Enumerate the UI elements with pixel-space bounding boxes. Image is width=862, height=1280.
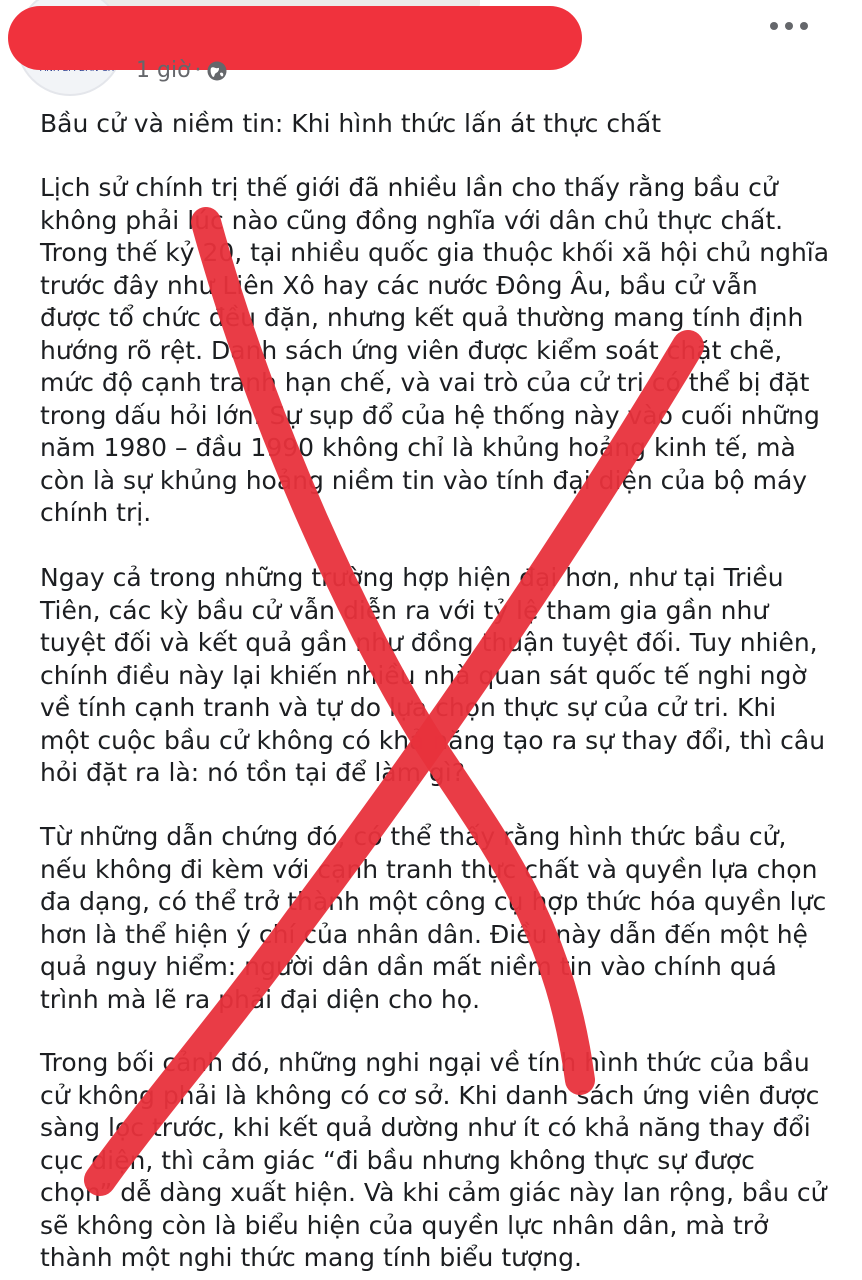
- text-line: trong dấu hỏi lớn. Sự sụp đổ của hệ thống này vào cuối những: [40, 400, 820, 430]
- text-line: không phải lúc nào cũng đồng nghĩa với dân chủ thực chất.: [40, 205, 784, 235]
- text-line: một cuộc bầu cử không có khả năng tạo ra sự thay đổi, thì câu: [40, 725, 826, 755]
- text-line: Từ những dẫn chứng đó, có thể thấy rằng hình thức bầu cử,: [40, 822, 787, 851]
- text-line: Trong bối cảnh đó, những nghi ngại về tính hình thức của bầu: [40, 1048, 810, 1077]
- text-line: nếu không đi kèm với cạnh tranh thực chất và quyền lựa chọn: [40, 854, 818, 884]
- post-time[interactable]: 1 giờ: [136, 58, 191, 83]
- text-line: về tính cạnh tranh và tự do lựa chọn thực sự của cử tri. Khi: [40, 693, 777, 722]
- text-line: quả nguy hiểm: người dân dần mất niềm tin vào chính quá: [40, 952, 777, 981]
- text-line: đa dạng, có thể trở thành một công cụ hợp thức hóa quyền lực: [40, 887, 827, 916]
- text-line: Trong thế kỷ 20, tại nhiều quốc gia thuộc khối xã hội chủ nghĩa: [40, 238, 830, 267]
- post-meta: [136, 58, 228, 83]
- text-line: chọn” dễ dàng xuất hiện. Và khi cảm giác này lan rộng, bầu cử: [40, 1178, 827, 1207]
- post-paragraph-1: [40, 172, 840, 530]
- post-paragraph-3: [40, 821, 840, 1016]
- more-options-icon[interactable]: [770, 16, 808, 36]
- post-paragraph-2: [40, 562, 840, 790]
- text-line: thành một nghi thức mang tính biểu tượng.: [40, 1243, 582, 1272]
- text-line: được tổ chức đều đặn, nhưng kết quả thường mang tính định: [40, 303, 804, 332]
- text-line: cử không phải là không có cơ sở. Khi danh sách ứng viên được: [40, 1080, 820, 1110]
- text-line: năm 1980 – đầu 1990 không chỉ là khủng hoảng kinh tế, mà: [40, 433, 796, 462]
- text-line: chính trị.: [40, 498, 152, 527]
- text-line: chính điều này lại khiến nhiều nhà quan sát quốc tế nghi ngờ: [40, 660, 807, 690]
- text-line: sẽ không còn là biểu hiện của quyền lực nhân dân, mà trở: [40, 1210, 769, 1240]
- text-line: sàng lọc trước, khi kết quả dường như ít có khả năng thay đổi: [40, 1113, 811, 1142]
- text-line: Tiên, các kỳ bầu cử vẫn diễn ra với tỷ lệ tham gia gần như: [40, 595, 769, 625]
- text-line: trước đây như Liên Xô hay các nước Đông Âu, bầu cử vẫn: [40, 270, 758, 300]
- post-paragraph-4: [40, 1047, 840, 1275]
- post-title: Bầu cử và niềm tin: Khi hình thức lấn át thực chất: [40, 109, 662, 138]
- text-line: Ngay cả trong những trường hợp hiện đại hơn, như tại Triều: [40, 563, 784, 592]
- text-line: hướng rõ rệt. Danh sách ứng viên được kiểm soát chặt chẽ,: [40, 335, 783, 365]
- redaction-mark: [8, 6, 582, 70]
- text-line: Lịch sử chính trị thế giới đã nhiều lần cho thấy rằng bầu cử: [40, 173, 778, 202]
- text-line: còn là sự khủng hoảng niềm tin vào tính đại diện của bộ máy: [40, 465, 808, 495]
- meta-separator: ·: [194, 58, 202, 83]
- text-line: hơn là thể hiện ý chí của nhân dân. Điều này dẫn đến một hệ: [40, 919, 808, 949]
- text-line: cục diện, thì cảm giác “đi bầu nhưng không thực sự được: [40, 1145, 755, 1175]
- text-line: hỏi đặt ra là: nó tồn tại để làm gì?: [40, 758, 465, 787]
- text-line: mức độ cạnh tranh hạn chế, và vai trò của cử tri có thể bị đặt: [40, 368, 810, 397]
- text-line: tuyệt đối và kết quả gần như đồng thuận tuyệt đối. Tuy nhiên,: [40, 628, 818, 657]
- text-line: trình mà lẽ ra phải đại diện cho họ.: [40, 984, 481, 1014]
- globe-icon: [206, 60, 228, 82]
